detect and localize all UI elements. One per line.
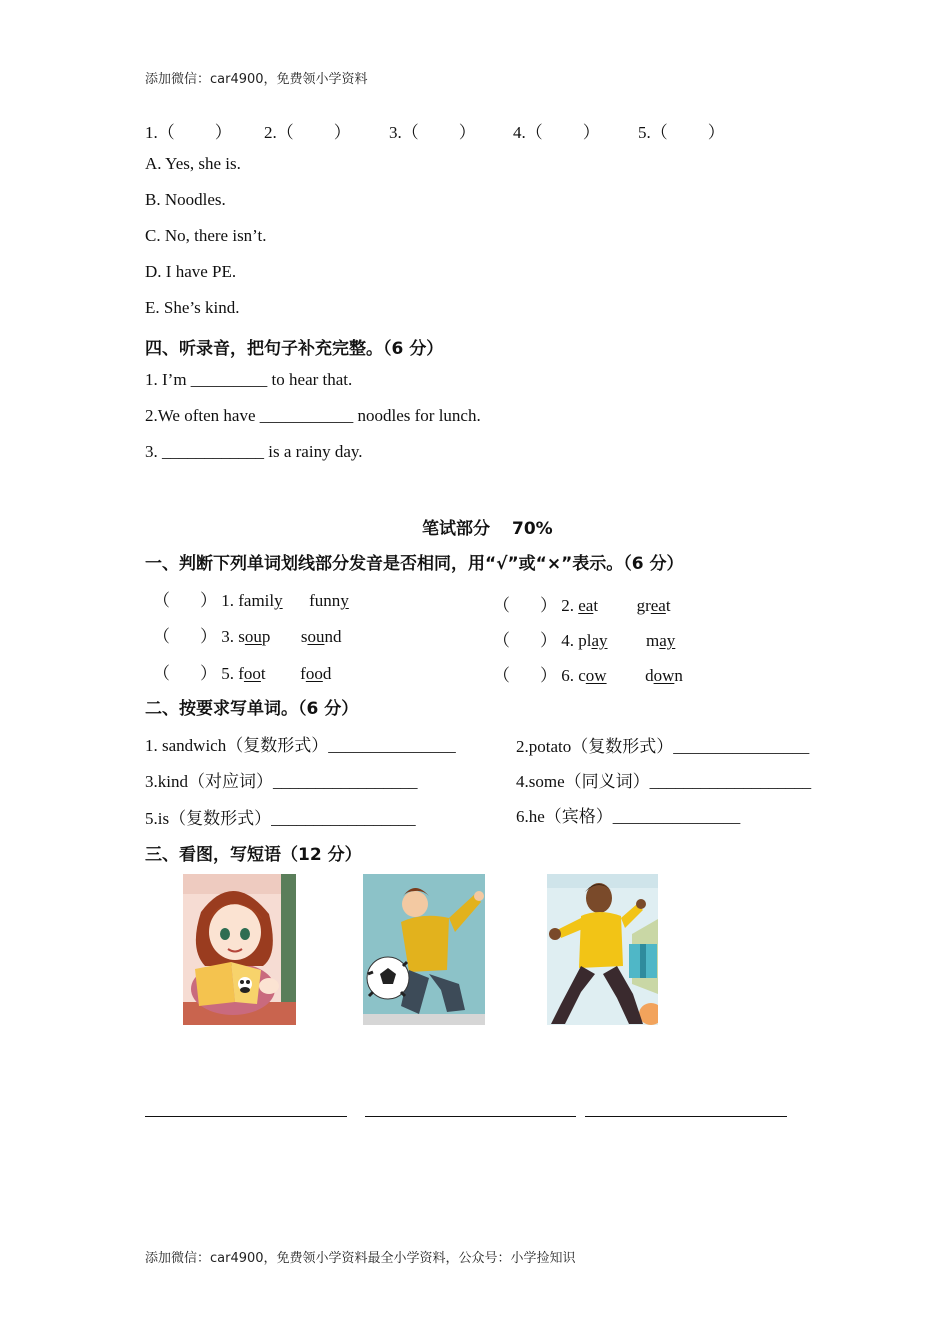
page-header: 添加微信：car4900，免费领小学资料 bbox=[145, 72, 368, 87]
section2-item-5: 5.is（复数形式）_________________ bbox=[145, 809, 416, 828]
section2-title: 二、按要求写单词。（6 分） bbox=[145, 699, 359, 719]
section1-title: 一、判断下列单词划线部分发音是否相同，用“√”或“×”表示。（6 分） bbox=[145, 554, 684, 574]
section4-item-3: 3. ____________ is a rainy day. bbox=[145, 442, 363, 461]
answer-slot: 4.（ ） bbox=[513, 123, 600, 142]
section3-title: 三、看图，写短语（12 分） bbox=[145, 845, 362, 865]
page-footer: 添加微信：car4900，免费领小学资料最全小学资料，公众号：小学捡知识 bbox=[145, 1251, 576, 1266]
option-c: C. No, there isn’t. bbox=[145, 226, 267, 245]
boy-soccer-icon bbox=[363, 874, 485, 1025]
section2-item-3: 3.kind（对应词）_________________ bbox=[145, 772, 418, 791]
written-part-heading: 笔试部分 70% bbox=[422, 519, 553, 539]
section4-item-1: 1. I’m _________ to hear that. bbox=[145, 370, 353, 389]
option-b: B. Noodles. bbox=[145, 190, 226, 209]
word-1: play bbox=[578, 631, 608, 650]
section2-item-1: 1. sandwich（复数形式）_______________ bbox=[145, 736, 456, 755]
word-1: eat bbox=[578, 596, 599, 615]
phonics-item-6: （ ） 6. cow down bbox=[493, 666, 683, 685]
answer-line-2[interactable] bbox=[365, 1116, 576, 1117]
word-2: may bbox=[646, 631, 676, 650]
answer-line-3[interactable] bbox=[585, 1116, 787, 1117]
boy-kungfu-icon bbox=[547, 874, 658, 1025]
word-1: soup bbox=[238, 627, 271, 646]
option-d: D. I have PE. bbox=[145, 262, 237, 281]
word-1: foot bbox=[238, 664, 266, 683]
phonics-item-1: （ ） 1. family funny bbox=[153, 591, 349, 610]
section4-title: 四、听录音，把句子补充完整。（6 分） bbox=[145, 339, 444, 359]
word-2: down bbox=[645, 666, 683, 685]
phonics-item-3: （ ） 3. soup sound bbox=[153, 627, 342, 646]
option-e: E. She’s kind. bbox=[145, 298, 240, 317]
answer-line-1[interactable] bbox=[145, 1116, 347, 1117]
phonics-item-4: （ ） 4. play may bbox=[493, 631, 676, 650]
girl-reading-icon bbox=[183, 874, 296, 1025]
answer-slot: 5.（ ） bbox=[638, 123, 725, 142]
phonics-item-5: （ ） 5. foot food bbox=[153, 664, 332, 683]
word-1: cow bbox=[578, 666, 607, 685]
word-2: sound bbox=[300, 627, 342, 646]
phonics-item-2: （ ） 2. eat great bbox=[493, 596, 671, 615]
section2-item-2: 2.potato（复数形式）________________ bbox=[516, 737, 810, 756]
answer-slot: 3.（ ） bbox=[389, 123, 476, 142]
option-a: A. Yes, she is. bbox=[145, 154, 241, 173]
word-1: family bbox=[238, 591, 283, 610]
word-2: funny bbox=[309, 591, 349, 610]
section4-item-2: 2.We often have ___________ noodles for lunch. bbox=[145, 406, 481, 425]
word-2: great bbox=[636, 596, 671, 615]
section2-item-6: 6.he（宾格）_______________ bbox=[516, 807, 741, 826]
answer-slot: 1.（ ） bbox=[145, 123, 232, 142]
section2-item-4: 4.some（同义词）___________________ bbox=[516, 772, 812, 791]
answer-slot: 2.（ ） bbox=[264, 123, 351, 142]
word-2: food bbox=[300, 664, 332, 683]
